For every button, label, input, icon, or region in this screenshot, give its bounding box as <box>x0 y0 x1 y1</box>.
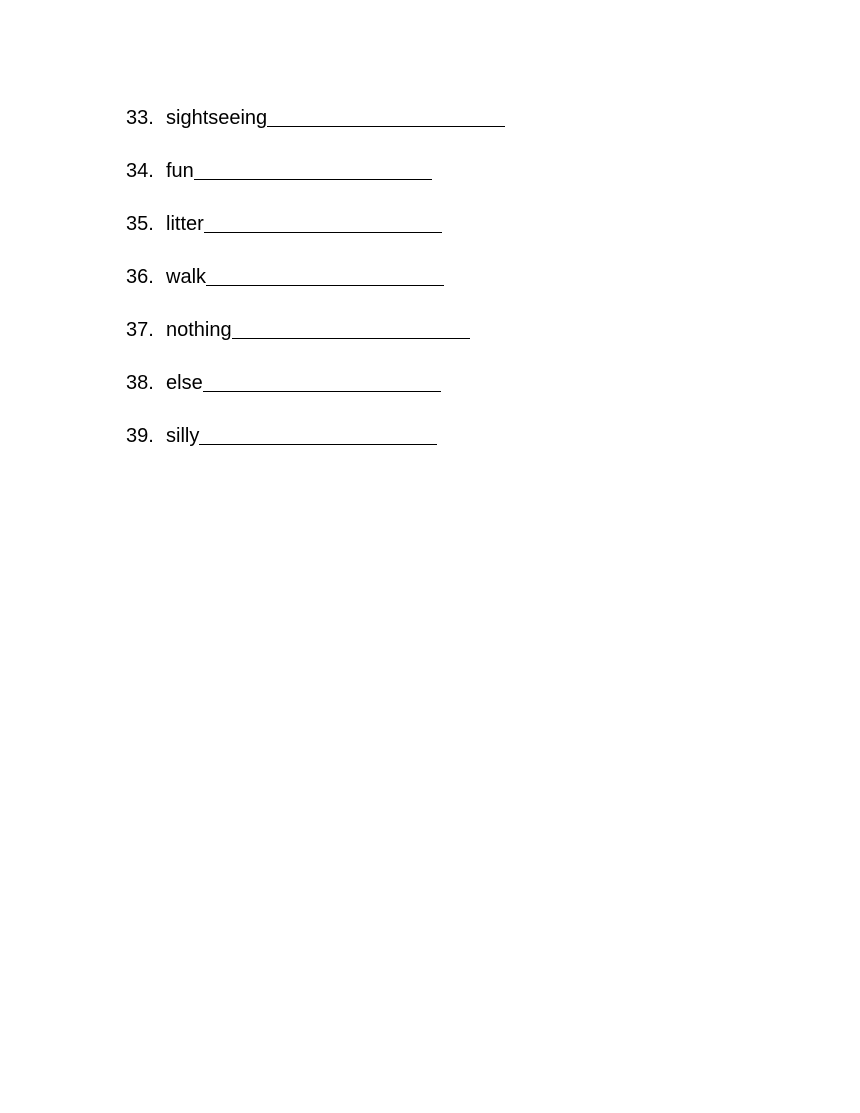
item-word: sightseeing <box>166 107 268 129</box>
list-item <box>126 264 505 317</box>
answer-blank[interactable] <box>194 178 432 180</box>
answer-blank[interactable] <box>199 443 437 445</box>
list-item <box>126 158 505 211</box>
list-item <box>126 317 505 370</box>
item-number: 34. <box>126 160 154 182</box>
item-word: litter <box>166 213 204 235</box>
answer-blank[interactable] <box>232 337 470 339</box>
answer-blank[interactable] <box>267 125 505 127</box>
item-number: 35. <box>126 213 154 235</box>
item-word: else <box>166 372 203 394</box>
answer-blank[interactable] <box>204 231 442 233</box>
list-item <box>126 211 505 264</box>
item-number: 36. <box>126 266 154 288</box>
item-number: 33. <box>126 107 154 129</box>
item-word: fun <box>166 160 194 182</box>
vocabulary-list <box>126 105 505 476</box>
item-word: silly <box>166 425 200 447</box>
list-item <box>126 105 505 158</box>
item-number: 39. <box>126 425 154 447</box>
answer-blank[interactable] <box>203 390 441 392</box>
item-number: 38. <box>126 372 154 394</box>
list-item <box>126 370 505 423</box>
item-word: walk <box>166 266 207 288</box>
list-item <box>126 423 505 476</box>
item-word: nothing <box>166 319 232 341</box>
item-number: 37. <box>126 319 154 341</box>
answer-blank[interactable] <box>206 284 444 286</box>
